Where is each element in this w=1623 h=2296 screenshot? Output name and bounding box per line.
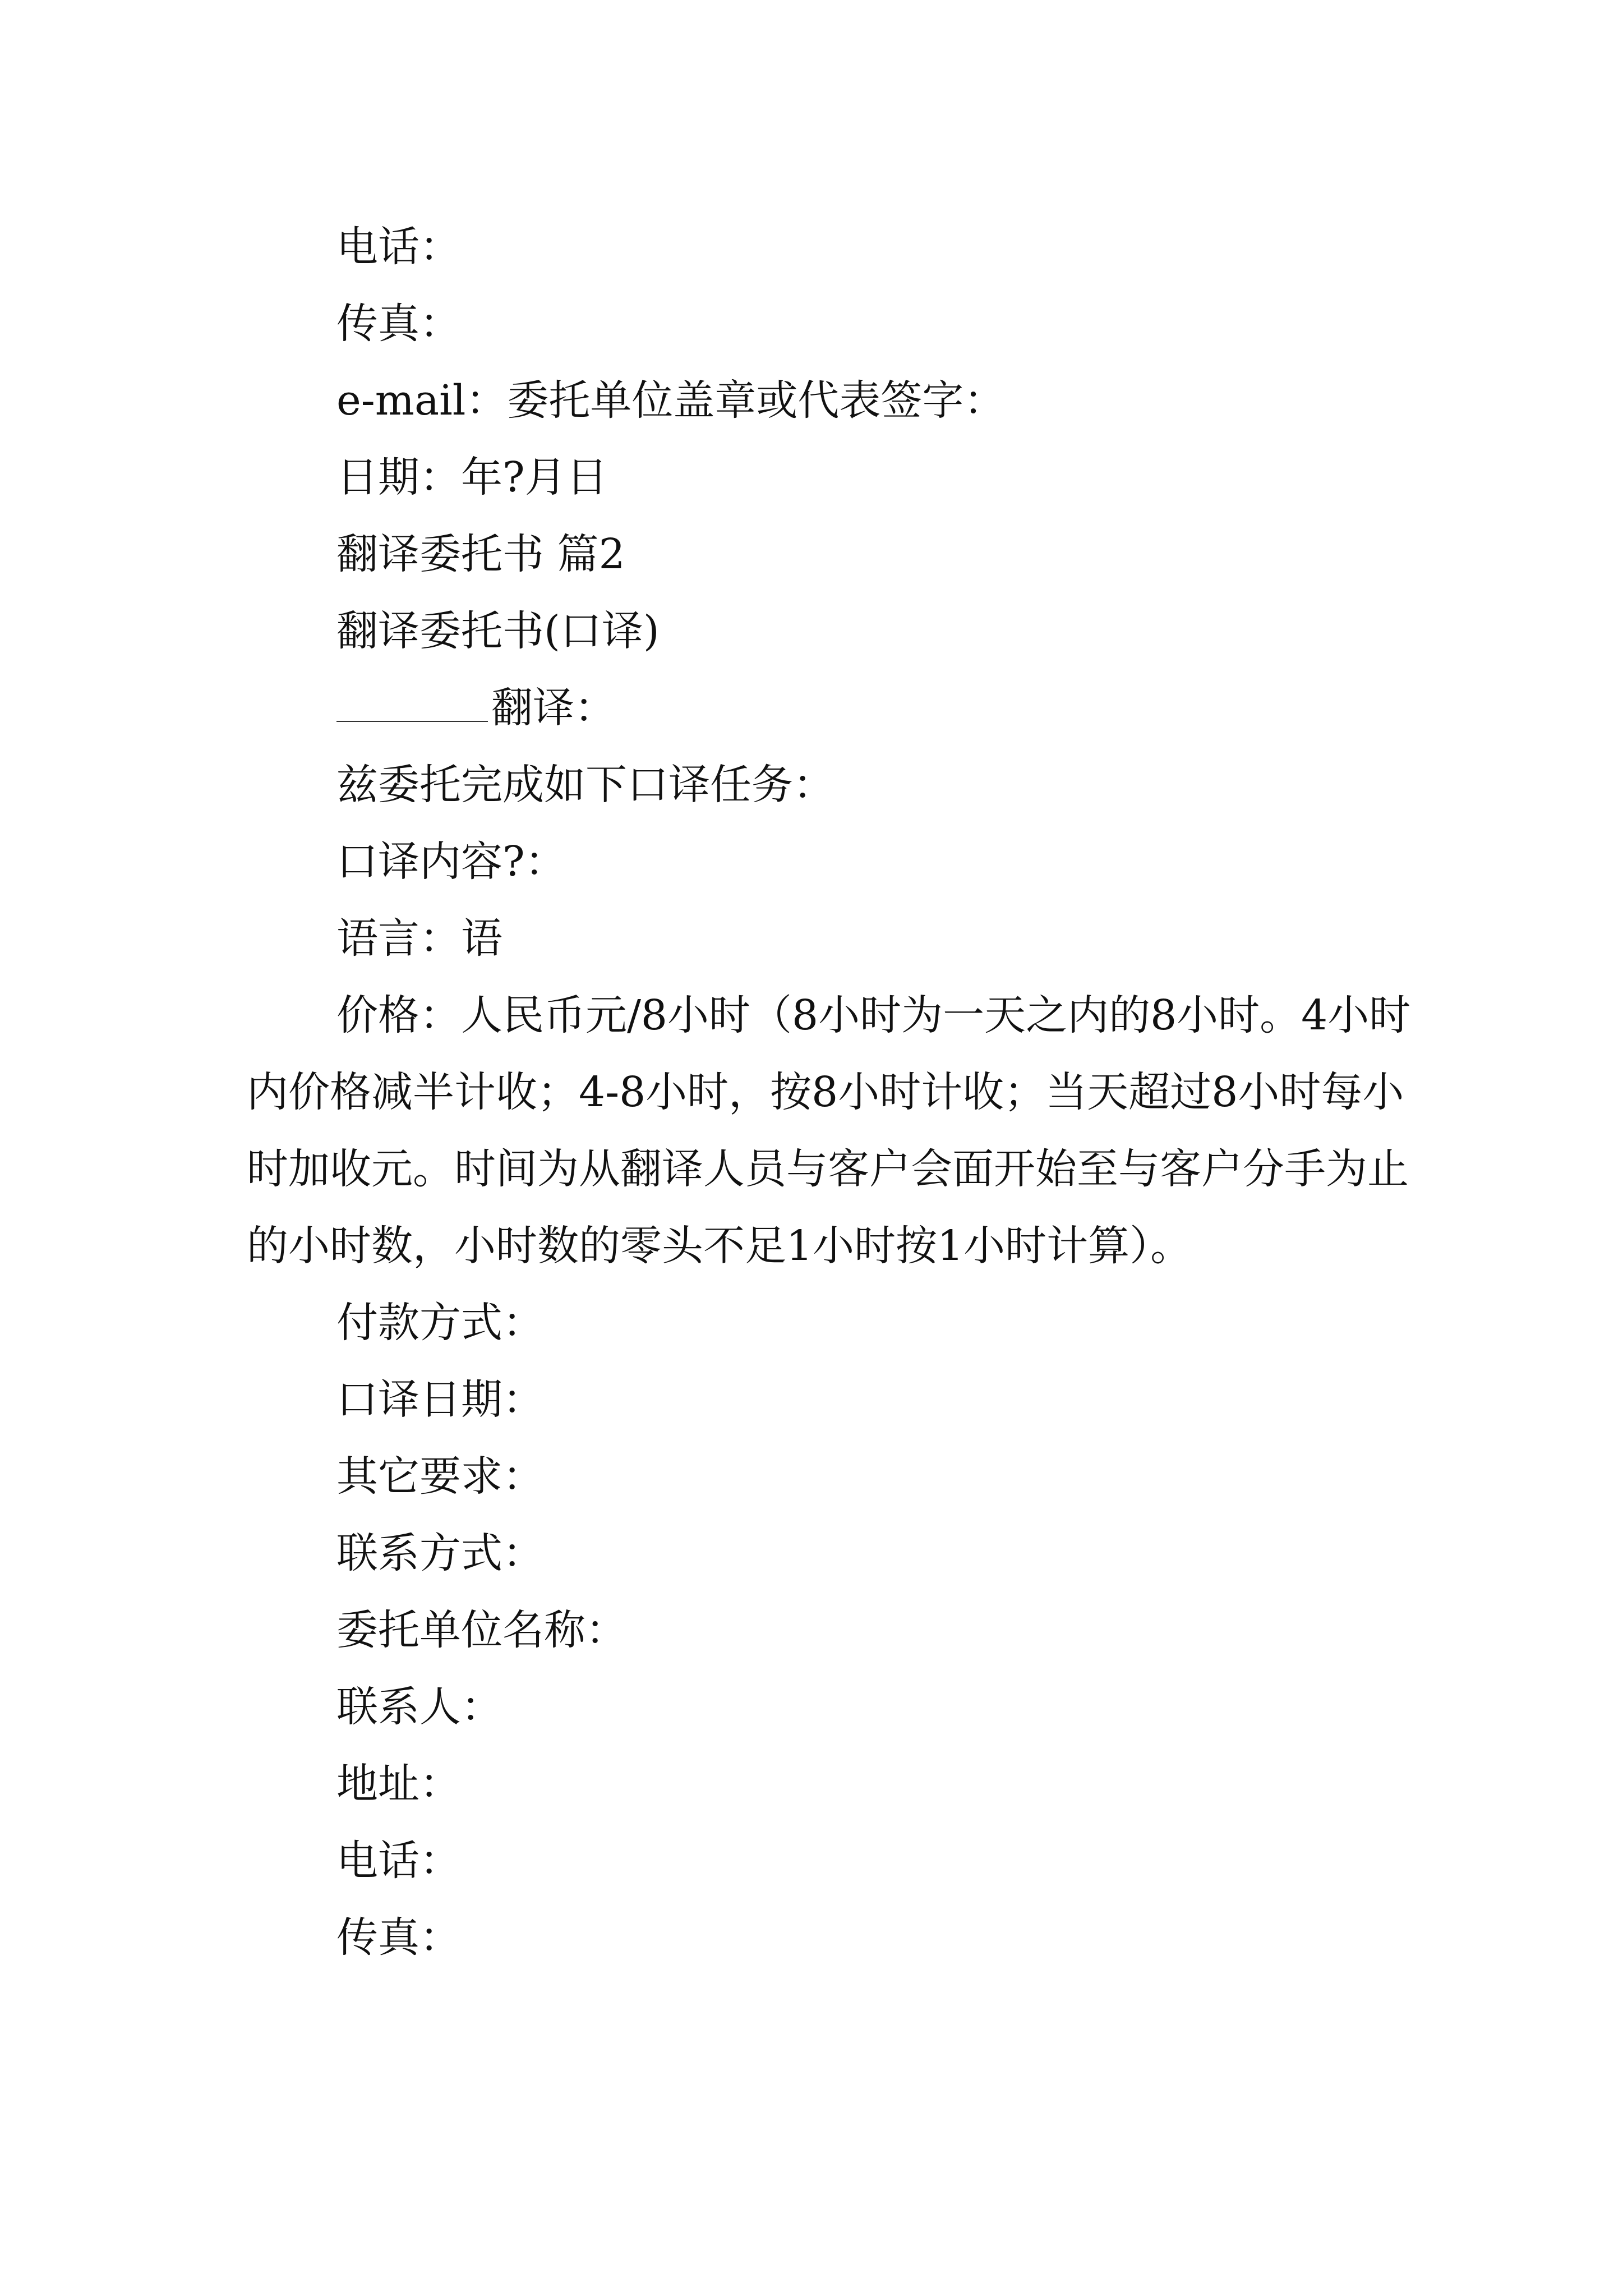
contact-method-line: 联系方式： xyxy=(336,1529,544,1577)
commission-statement: 兹委托完成如下口译任务： xyxy=(336,761,834,809)
contact-person-line: 联系人： xyxy=(336,1683,502,1731)
price-paragraph: 价格：人民币元/8小时（8小时为一天之内的8小时。4小时内价格减半计收；4-8小时，按8小时计收；当天超过8小时每小时加收元。时间为从翻译人员与客户会面开始至与客户分手为止的小时数，小时数的零头不足1小时按1小时计算）。 xyxy=(247,991,1411,1270)
phone-line-1: 电话： xyxy=(336,223,461,271)
payment-method-line: 付款方式： xyxy=(336,1299,544,1347)
translator-name-blank xyxy=(336,686,488,722)
translator-label: 翻译： xyxy=(491,684,616,732)
document-body xyxy=(247,209,1413,1976)
address-line: 地址： xyxy=(336,1760,461,1808)
phone-line-2: 电话： xyxy=(336,1837,461,1885)
interpretation-content-line: 口译内容?： xyxy=(336,838,566,886)
client-name-line: 委托单位名称： xyxy=(336,1606,627,1654)
translator-line xyxy=(247,670,1413,747)
email-signature-line: e-mail：委托单位盖章或代表签字： xyxy=(336,376,1006,425)
fax-line-2: 传真： xyxy=(336,1913,461,1962)
other-requirements-line: 其它要求： xyxy=(336,1452,544,1501)
interpretation-date-line: 口译日期： xyxy=(336,1375,544,1424)
document-title: 翻译委托书(口译) xyxy=(336,607,660,655)
date-line: 日期：年?月日 xyxy=(336,453,608,501)
section-heading: 翻译委托书 篇2 xyxy=(336,530,625,578)
language-line: 语言：语 xyxy=(336,914,502,963)
fax-line-1: 传真： xyxy=(336,300,461,348)
